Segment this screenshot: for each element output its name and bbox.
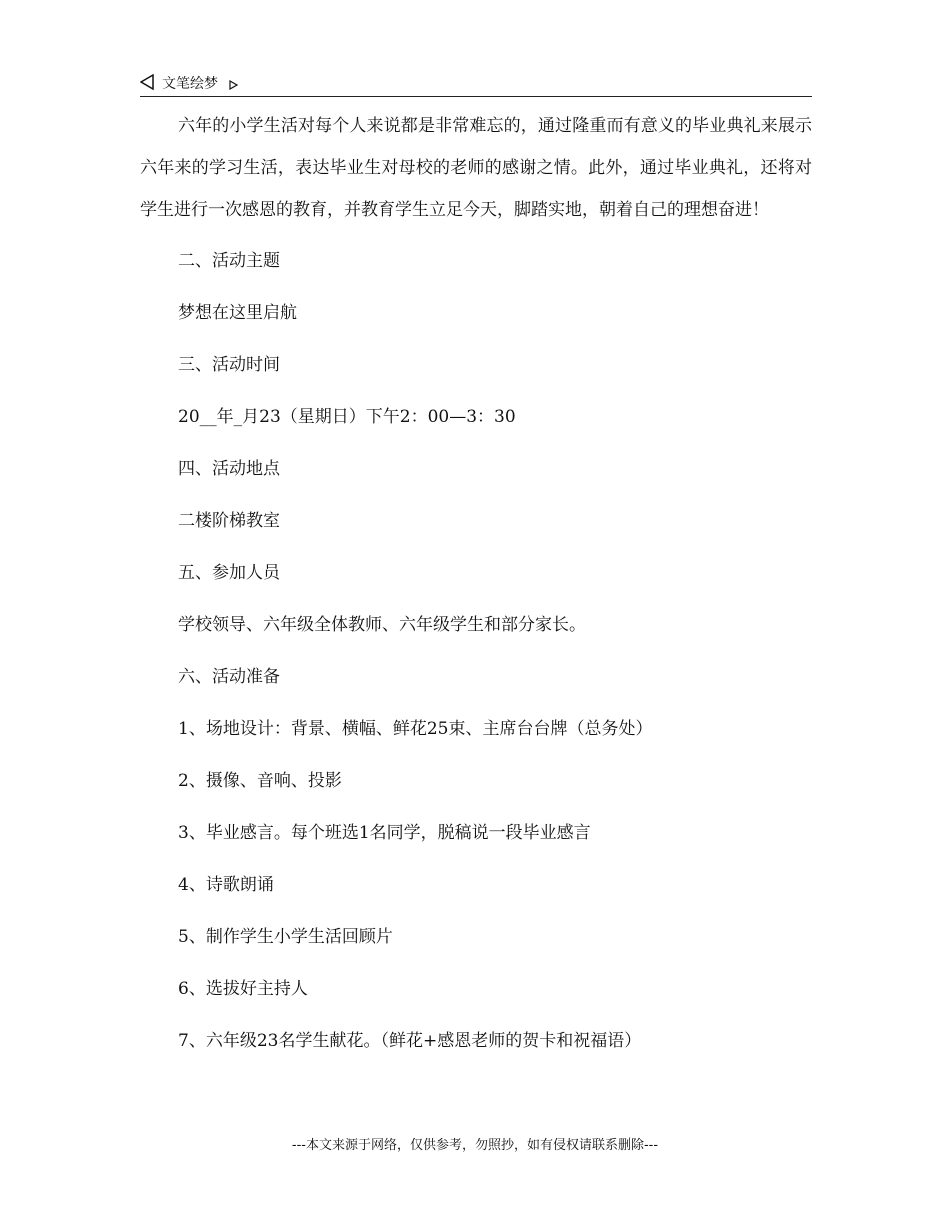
preparation-item: 5、制作学生小学生活回顾片 (178, 927, 393, 947)
preparation-item: 3、毕业感言。每个班选1名同学，脱稿说一段毕业感言 (178, 823, 591, 843)
preparation-item: 1、场地设计：背景、横幅、鲜花25束、主席台台牌（总务处） (178, 719, 653, 739)
item-list (140, 235, 812, 1067)
section-heading-time: 三、活动时间 (178, 355, 280, 375)
document-body (140, 105, 812, 1067)
participants-text: 学校领导、六年级全体教师、六年级学生和部分家长。 (178, 615, 586, 635)
triangle-right-icon (229, 75, 238, 94)
footer-disclaimer: ---本文来源于网络，仅供参考，勿照抄，如有侵权请联系删除--- (291, 1138, 659, 1153)
theme-text: 梦想在这里启航 (178, 303, 297, 323)
section-heading-participants: 五、参加人员 (178, 563, 280, 583)
time-text: 20__年_月23（星期日）下午2：00—3：30 (178, 407, 516, 427)
preparation-item: 4、诗歌朗诵 (178, 875, 274, 895)
preparation-item: 6、选拔好主持人 (178, 979, 308, 999)
section-heading-theme: 二、活动主题 (178, 251, 280, 271)
location-text: 二楼阶梯教室 (178, 511, 280, 531)
page-header (140, 70, 812, 97)
brand-title: 文笔绘梦 (162, 76, 218, 92)
triangle-left-icon (140, 74, 154, 94)
intro-paragraph: 六年的小学生活对每个人来说都是非常难忘的，通过隆重而有意义的毕业典礼来展示六年来的学习生活，表达毕业生对母校的老师的感谢之情。此外，通过毕业典礼，还将对学生进行一次感恩的教育，并教育学生立足今天，脚踏实地，朝着自己的理想奋进！ (140, 116, 812, 220)
preparation-item: 2、摄像、音响、投影 (178, 771, 342, 791)
preparation-item: 7、六年级23名学生献花。（鲜花+感恩老师的贺卡和祝福语） (178, 1031, 642, 1051)
section-heading-preparation: 六、活动准备 (178, 667, 280, 687)
section-heading-location: 四、活动地点 (178, 459, 280, 479)
